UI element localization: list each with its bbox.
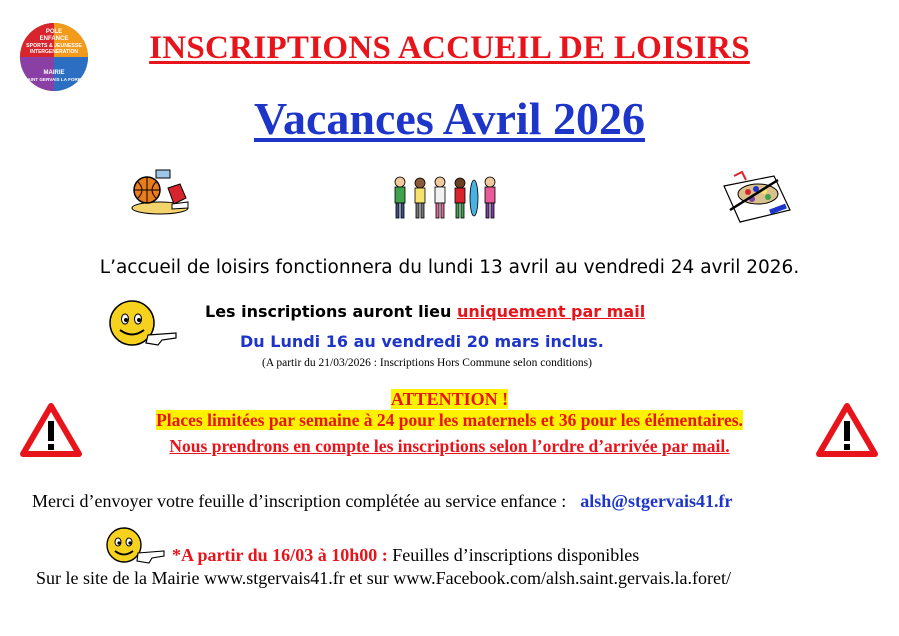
page-title: INSCRIPTIONS ACCUEIL DE LOISIRS bbox=[149, 30, 750, 66]
inscriptions-highlight: uniquement par mail bbox=[456, 302, 646, 321]
inscriptions-note: (A partir du 21/03/2026 : Inscriptions Hors Commune selon conditions) bbox=[262, 357, 592, 369]
smiley-pointing-icon bbox=[106, 297, 180, 353]
availability-line bbox=[172, 545, 639, 566]
warning-places bbox=[0, 410, 899, 431]
inscriptions-prefix: Les inscriptions auront lieu bbox=[205, 302, 452, 321]
smiley-pointing-icon bbox=[104, 525, 168, 569]
inscriptions-period: Du Lundi 16 au vendredi 20 mars inclus. bbox=[240, 332, 604, 351]
availability-date: *A partir du 16/03 à 10h00 : bbox=[172, 545, 388, 565]
contact-email[interactable]: alsh@stgervais41.fr bbox=[580, 491, 733, 511]
warning-order: Nous prendrons en compte les inscriptions selon l’ordre d’arrivée par mail. bbox=[169, 436, 730, 456]
intro-text: L’accueil de loisirs fonctionnera du lundi 13 avril au vendredi 24 avril 2026. bbox=[99, 257, 800, 278]
contact-line bbox=[32, 491, 733, 512]
logo-text: ENFANCE bbox=[39, 36, 69, 42]
logo-text: SPORTS & JEUNESSE bbox=[26, 43, 82, 49]
children-group-icon bbox=[388, 174, 504, 222]
logo-text: INTERGENERATION bbox=[30, 49, 78, 55]
availability-text: Feuilles d’inscriptions disponibles bbox=[392, 545, 640, 565]
contact-text: Merci d’envoyer votre feuille d’inscription complétée au service enfance : bbox=[32, 491, 567, 511]
basketball-icon bbox=[128, 168, 192, 216]
warning-heading-text: ATTENTION ! bbox=[390, 389, 509, 409]
painting-icon bbox=[720, 170, 794, 224]
warning-heading bbox=[0, 389, 899, 410]
logo-text: SAINT GERVAIS LA FORET bbox=[24, 77, 84, 82]
availability-site: Sur le site de la Mairie www.stgervais41.fr et sur www.Facebook.com/alsh.saint.gervais.la.foret/ bbox=[36, 568, 731, 588]
logo-text: MAIRIE bbox=[43, 70, 65, 76]
inscriptions-line bbox=[205, 302, 645, 321]
logo-text: POLE bbox=[45, 29, 63, 35]
page-subtitle: Vacances Avril 2026 bbox=[254, 93, 645, 144]
warning-places-text: Places limitées par semaine à 24 pour les maternels et 36 pour les élémentaires. bbox=[156, 410, 743, 430]
